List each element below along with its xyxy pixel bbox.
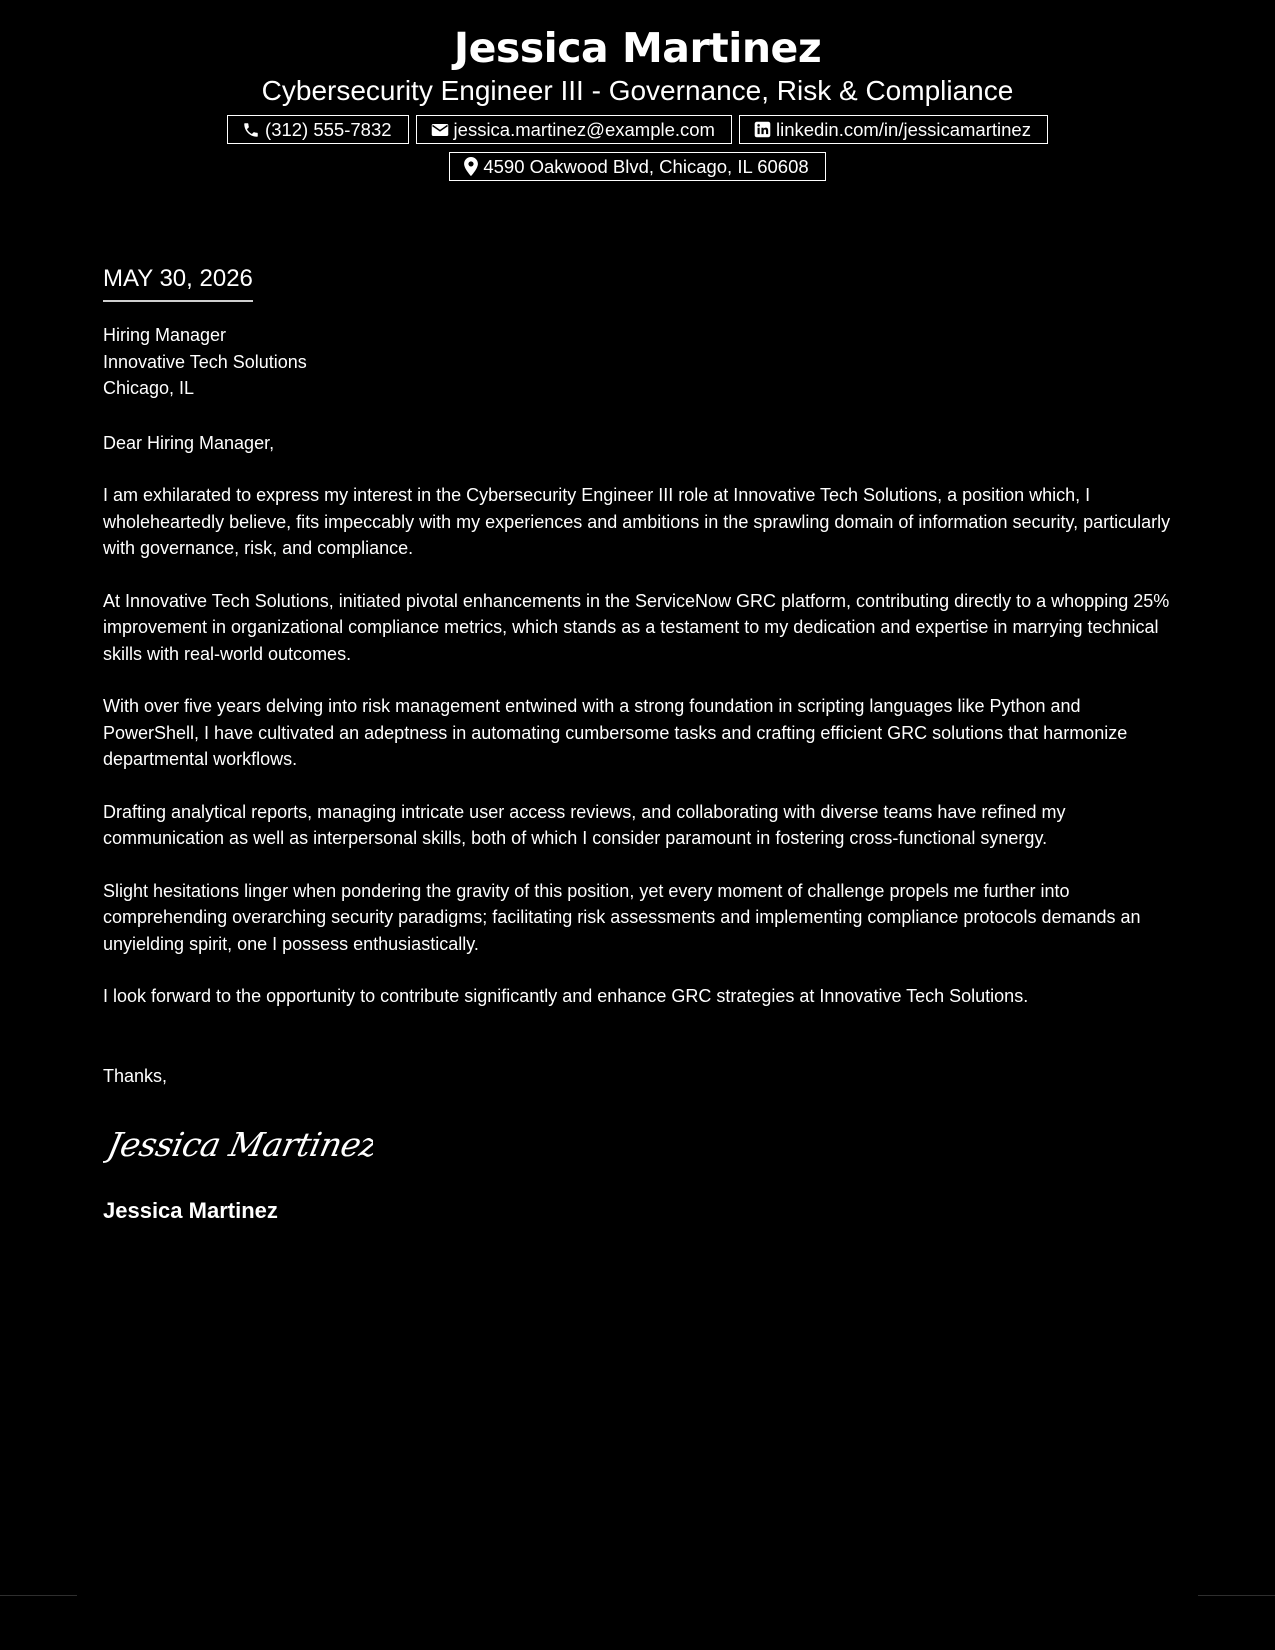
letter-date: MAY 30, 2026 — [103, 264, 253, 302]
paragraph-3: With over five years delving into risk management entwined with a strong foundation in scripting languages like Python and PowerShell, I have cultivated an adeptness in automating cumbersome tasks and crafting efficient GRC solutions that harmonize departmental workflows. — [103, 696, 1128, 769]
signature-text: Jessica Martinez — [104, 1125, 373, 1164]
recipient-name: Hiring Manager — [103, 325, 227, 345]
footer-rule-right — [1198, 1595, 1275, 1596]
address-text: 4590 Oakwood Blvd, Chicago, IL 60608 — [483, 156, 809, 177]
linkedin-icon — [754, 121, 771, 138]
footer-rule-left — [0, 1595, 77, 1596]
handwritten-signature — [103, 1122, 1173, 1168]
paragraph-2: At Innovative Tech Solutions, initiated pivotal enhancements in the ServiceNow GRC platform, contributing directly to a whopping 25% improvement in organizational compliance metrics, which stands as a testament to my dedication and expertise in marrying technical skills with real-world outcomes. — [103, 590, 1170, 664]
paragraph-5: Slight hesitations linger when pondering the gravity of this position, yet every moment of challenge propels me further into comprehending overarching security paradigms; facilitating risk assessments and implementing compliance protocols demands an unyielding spirit, one I possess enthusiastically. — [103, 880, 1141, 954]
recipient-company: Innovative Tech Solutions — [103, 351, 307, 372]
closing: Thanks, — [103, 1065, 168, 1086]
linkedin-contact[interactable] — [739, 115, 1048, 144]
linkedin-text: linkedin.com/in/jessicamartinez — [775, 119, 1031, 140]
map-pin-icon — [464, 157, 478, 176]
envelope-icon — [431, 122, 449, 138]
sender-name: Jessica Martinez — [103, 1198, 278, 1223]
salutation: Dear Hiring Manager, — [103, 432, 275, 453]
applicant-name: Jessica Martinez — [453, 24, 822, 72]
phone-text: (312) 555-7832 — [265, 119, 392, 140]
contact-row-primary — [0, 115, 1275, 144]
letter-body — [103, 264, 1173, 1225]
phone-contact[interactable] — [227, 115, 409, 144]
paragraph-6: I look forward to the opportunity to contribute significantly and enhance GRC strategies at Innovative Tech Solutions. — [103, 986, 1029, 1006]
email-text: jessica.martinez@example.com — [453, 119, 715, 140]
phone-icon — [242, 121, 260, 139]
recipient-location: Chicago, IL — [103, 378, 195, 398]
address-contact[interactable] — [449, 152, 825, 181]
paragraph-4: Drafting analytical reports, managing intricate user access reviews, and collaborating with diverse teams have refined my communication as well as interpersonal skills, both of which I consider paramount in fostering cross-functional synergy. — [103, 801, 1066, 848]
contact-row-secondary — [0, 152, 1275, 181]
letter-header — [0, 22, 1275, 189]
recipient-block — [103, 322, 1173, 402]
email-contact[interactable] — [416, 115, 732, 144]
paragraph-1: I am exhilarated to express my interest in the Cybersecurity Engineer III role at Innovative Tech Solutions, a position which, I wholeheartedly believe, fits impeccably with my experiences and ambitions in the sprawling domain of information security, particularly with governance, risk, and compliance. — [103, 485, 1171, 558]
applicant-title: Cybersecurity Engineer III - Governance, Risk & Compliance — [261, 75, 1014, 106]
